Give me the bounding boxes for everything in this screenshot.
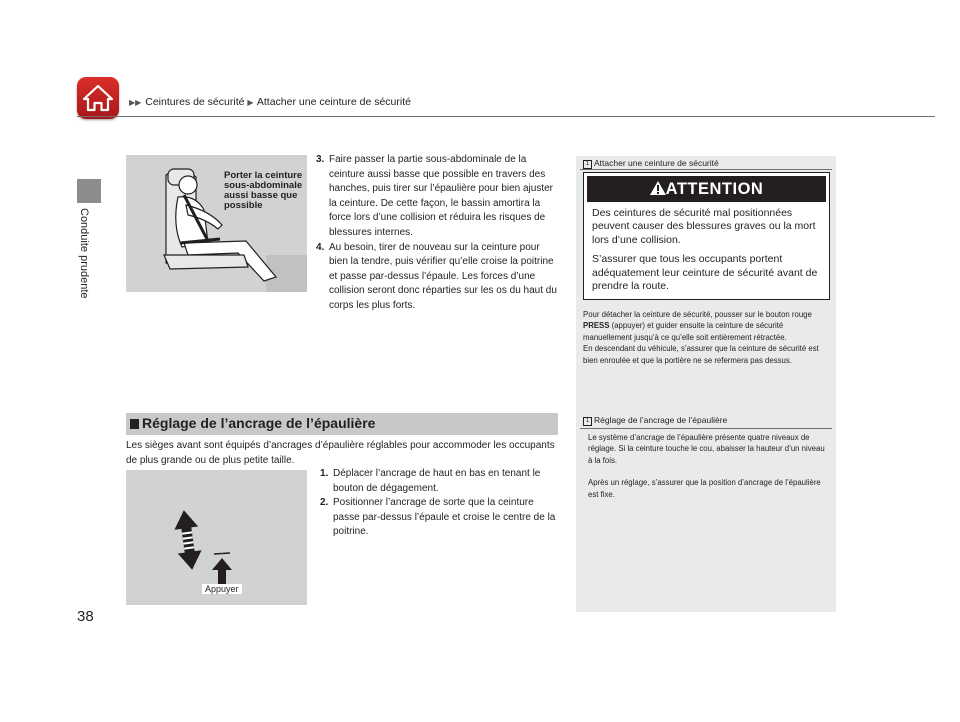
step-number: 1. [320,468,329,479]
sidebar-ref-icon: 1 [583,417,592,426]
warning-body [592,207,823,299]
sidebar-heading: 1 Attacher une ceinture de sécurité [583,158,719,169]
sidebar-note-anchor [576,412,836,612]
sidebar-divider [580,169,832,170]
warning-text-2: S’assurer que tous les occupants portent adéquatement leur ceinture de sécurité avant de prendre la route. [592,253,818,293]
sidebar-heading: 1 Réglage de l’ancrage de l’épaulière [583,415,727,426]
warning-header: ATTENTION [587,176,826,202]
warning-triangle-icon [650,181,666,195]
breadcrumb-arrow-icon: ▶ [247,98,254,107]
section-intro: Les sièges avant sont équipés d’ancrages d’épaulière réglables pour accommoder les occupants de plus grande ou de plus petite taille. [126,440,555,466]
breadcrumb [129,96,411,108]
press-label: Appuyer [202,584,242,594]
step-text: Déplacer l’ancrage de haut en bas en tenant le bouton de dégagement. [333,468,541,494]
sidebar-divider [580,428,832,429]
warning-text-1: Des ceintures de sécurité mal positionnées peuvent causer des blessures graves ou la mort lors d’une collision. [592,207,816,246]
warning-box [583,172,830,300]
step-1 [320,467,558,496]
breadcrumb-link-1[interactable]: Ceintures de sécurité [145,96,245,108]
breadcrumb-arrow-icon: ▶▶ [129,98,142,107]
sidebar-note-text: Le système d’ancrage de l’épaulière présente quatre niveaux de réglage. Si la ceinture touche le cou, abaisser la hauteur d’un niveau à la fois. Après un réglage, s’assurer que la position d’ancrage de l’épaulière est fixe. [588,433,825,499]
steps-top [316,153,558,314]
step-text: Positionner l’ancrage de sorte que la ceinture passe par-dessus l’épaule et croise le centre de la poitrine. [333,497,556,538]
step-3 [316,153,558,241]
step-number: 2. [320,497,329,509]
chapter-tab[interactable] [77,179,101,203]
header-divider [77,116,935,117]
step-4 [316,241,558,314]
breadcrumb-current: Attacher une ceinture de sécurité [256,96,411,108]
figure-caption: Porter la ceinture sous-abdominale aussi basse que possible [224,170,303,211]
seatbelt-figure [126,155,307,292]
step-text: Au besoin, tirer de nouveau sur la ceinture pour bien la tendre, puis vérifier qu’elle croise la poitrine et passe par-dessus l’épaule. Les forces d’une collision seront donc réparties sur les os du haut du corps les plus forts. [329,241,557,311]
sidebar-ref-icon: 1 [583,160,592,169]
step-text: Faire passer la partie sous-abdominale de la ceinture aussi basse que possible en travers des hanches, puis tirer sur l’épaulière pour bien ajuster la ceinture. De cette façon, le bassin amortira la force lors d’une collision et réduira les risques de blessures internes. [329,154,554,238]
section-title: Réglage de l’ancrage de l’épaulière [142,415,376,431]
page-number: 38 [77,608,94,625]
section-bullet-icon [130,419,139,429]
step-2 [320,496,558,540]
step-number: 3. [316,154,325,165]
home-icon[interactable] [77,77,119,119]
section-header [126,413,558,435]
chapter-label: Conduite prudente [78,208,90,299]
sidebar-note-text: Pour détacher la ceinture de sécurité, pousser sur le bouton rouge PRESS (appuyer) et guider ensuite la ceinture de sécurité manuellement jusqu’à ce qu’elle soit entièrement rétractée. En descendant du véhicule, s’assurer que la ceinture de sécurité est bien enroulée et que la portière ne se refermera pas dessus. [583,310,819,365]
steps-bottom [320,467,558,540]
step-number: 4. [316,241,325,253]
